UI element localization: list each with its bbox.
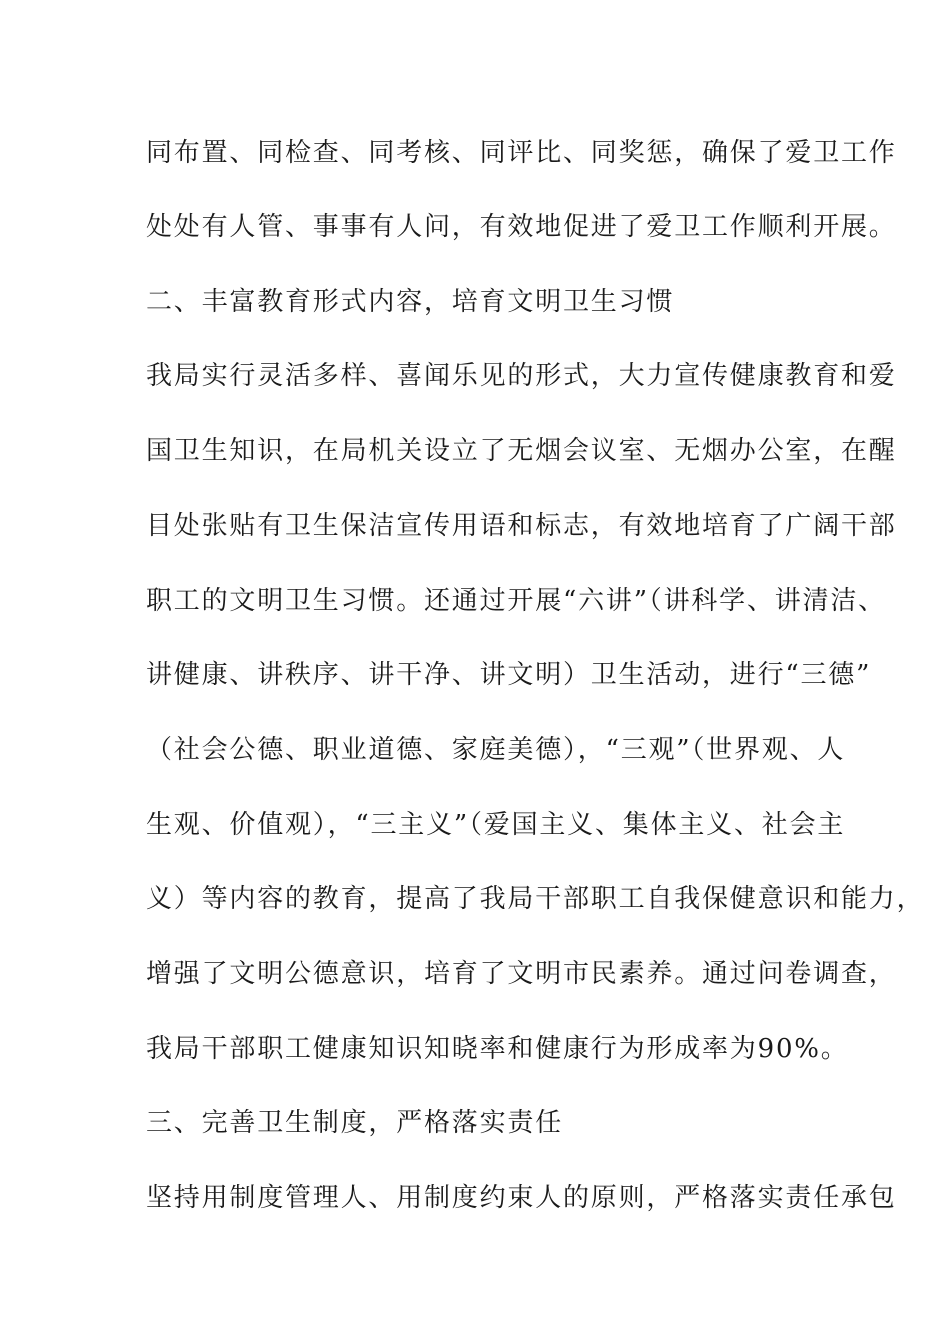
paragraph-line: 同布置、同检查、同考核、同评比、同奖惩，确保了爱卫工作: [146, 138, 897, 168]
paragraph-line: 我局干部职工健康知识知晓率和健康行为形成率为90%。: [146, 1034, 849, 1064]
paragraph-line: 义）等内容的教育，提高了我局干部职工自我保健意识和能力，: [146, 884, 925, 914]
paragraph-line: 增强了文明公德意识，培育了文明市民素养。通过问卷调查，: [146, 959, 897, 989]
paragraph-line: 目处张贴有卫生保洁宣传用语和标志，有效地培育了广阔干部: [146, 511, 897, 541]
paragraph-line: 职工的文明卫生习惯。还通过开展“六讲”（讲科学、讲清洁、: [146, 586, 886, 616]
paragraph-line: 生观、价值观），“三主义”（爱国主义、集体主义、社会主: [146, 810, 846, 840]
paragraph-line: （社会公德、职业道德、家庭美德），“三观”（世界观、人: [146, 735, 846, 765]
paragraph-line: 国卫生知识，在局机关设立了无烟会议室、无烟办公室，在醒: [146, 436, 897, 466]
section-heading: 三、完善卫生制度，严格落实责任: [146, 1108, 564, 1138]
paragraph-line: 坚持用制度管理人、用制度约束人的原则，严格落实责任承包: [146, 1183, 897, 1213]
paragraph-line: 讲健康、讲秩序、讲干净、讲文明）卫生活动，进行“三德”: [146, 660, 872, 690]
section-heading: 二、丰富教育形式内容，培育文明卫生习惯: [146, 287, 675, 317]
paragraph-line: 我局实行灵活多样、喜闻乐见的形式，大力宣传健康教育和爱: [146, 361, 897, 391]
paragraph-line: 处处有人管、事事有人问，有效地促进了爱卫工作顺利开展。: [146, 212, 897, 242]
